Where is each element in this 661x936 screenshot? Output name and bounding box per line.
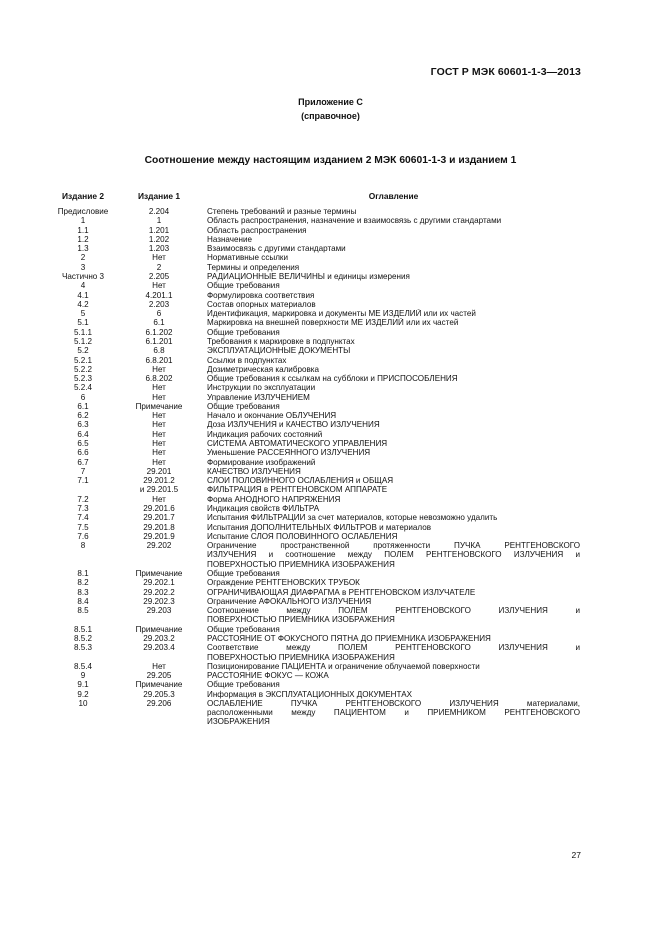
edition-1-cell: 29.203 — [146, 606, 172, 616]
contents-cell — [207, 513, 580, 522]
edition-2-cell: 1.1 — [77, 225, 89, 235]
table-row — [0, 430, 661, 439]
contents-line: Термины и определения — [207, 262, 300, 272]
edition-2-cell: 6.2 — [77, 411, 89, 421]
edition-2-cell: 5.2.4 — [73, 383, 92, 393]
edition-1-cell: Нет — [152, 411, 166, 421]
table-row — [0, 207, 661, 216]
edition-1-cell: 29.205 — [146, 671, 172, 681]
edition-2-cell: 6.7 — [77, 457, 89, 467]
table-row — [0, 606, 661, 625]
contents-line: расположенными между ПАЦИЕНТОМ и ПРИЕМНИКОМ РЕНТГЕНОВСКОГО — [207, 708, 580, 718]
contents-cell — [207, 597, 580, 606]
contents-cell — [207, 281, 580, 290]
contents-line: Ограждение РЕНТГЕНОВСКИХ ТРУБОК — [207, 578, 360, 588]
table-row — [0, 597, 661, 606]
edition-2-cell: 8.4 — [77, 596, 89, 606]
edition-2-cell: 8.1 — [77, 568, 89, 578]
column-header-edition-2: Издание 2 — [61, 191, 104, 201]
edition-2-cell: 7.1 — [77, 476, 89, 486]
table-row — [0, 337, 661, 346]
table-row — [0, 690, 661, 699]
table-row — [0, 374, 661, 383]
contents-line: ФИЛЬТРАЦИЯ в РЕНТГЕНОВСКОМ АППАРАТЕ — [207, 485, 388, 495]
contents-line: Ограничение АФОКАЛЬНОГО ИЗЛУЧЕНИЯ — [207, 596, 372, 606]
contents-cell — [207, 467, 580, 476]
contents-cell — [207, 588, 580, 597]
contents-line: Начало и окончание ОБЛУЧЕНИЯ — [207, 411, 337, 421]
edition-1-cell: 29.201.2 — [143, 476, 175, 486]
contents-cell — [207, 541, 580, 569]
edition-2-cell: 5.2 — [77, 346, 89, 356]
contents-cell — [207, 523, 580, 532]
contents-cell — [207, 291, 580, 300]
table-row — [0, 411, 661, 420]
edition-1-cell: 1.202 — [148, 234, 170, 244]
edition-2-cell: 7.3 — [77, 504, 89, 513]
edition-2-cell: 8.5 — [77, 606, 89, 616]
contents-cell — [207, 263, 580, 272]
edition-1-cell: Нет — [152, 383, 166, 393]
contents-line: Соответствие между ПОЛЕМ РЕНТГЕНОВСКОГО ИЗЛУЧЕНИЯ и — [207, 643, 580, 653]
edition-2-cell: 9.1 — [77, 680, 89, 690]
table-row — [0, 291, 661, 300]
contents-line: Уменьшение РАССЕЯННОГО ИЗЛУЧЕНИЯ — [207, 448, 371, 458]
table-row — [0, 226, 661, 235]
contents-cell — [207, 374, 580, 383]
edition-2-cell: 4.1 — [77, 290, 89, 300]
edition-1-cell: 29.203.2 — [143, 633, 175, 643]
contents-line: Состав опорных материалов — [207, 299, 316, 309]
table-row — [0, 578, 661, 587]
contents-cell — [207, 216, 580, 225]
edition-2-cell: 1.2 — [77, 234, 89, 244]
table-row — [0, 420, 661, 429]
contents-line: РАССТОЯНИЕ ФОКУС — КОЖА — [207, 671, 329, 681]
contents-line: Общие требования — [207, 568, 280, 578]
edition-1-cell: 1.201 — [148, 225, 170, 235]
contents-line: Нормативные ссылки — [207, 253, 288, 263]
table-row — [0, 476, 661, 485]
contents-cell — [207, 690, 580, 699]
contents-cell — [207, 699, 580, 727]
edition-2-cell: 4 — [80, 281, 86, 291]
edition-1-cell: 29.202.1 — [143, 578, 175, 588]
edition-1-cell: 29.201.9 — [143, 531, 175, 541]
table-row — [0, 634, 661, 643]
edition-1-cell: Нет — [152, 448, 166, 458]
edition-1-cell: Примечание — [135, 680, 183, 690]
contents-cell — [207, 671, 580, 680]
contents-cell — [207, 476, 580, 485]
table-row — [0, 458, 661, 467]
edition-2-cell: 9 — [80, 671, 86, 681]
edition-1-cell: Нет — [152, 661, 166, 671]
contents-line: Индикация свойств ФИЛЬТРА — [207, 504, 320, 513]
section-title: Соотношение между настоящим изданием 2 МЭК 60601-1-3 и изданием 1 — [144, 155, 517, 166]
table-row — [0, 281, 661, 290]
edition-2-cell: Частично 3 — [61, 271, 105, 281]
contents-line: Индикация рабочих состояний — [207, 429, 323, 439]
contents-line: Требования к маркировке в подпунктах — [207, 336, 355, 346]
table-row — [0, 309, 661, 318]
contents-cell — [207, 328, 580, 337]
contents-line: Маркировка на внешней поверхности МЕ ИЗДЕЛИЙ или их частей — [207, 318, 459, 328]
contents-line: Управление ИЗЛУЧЕНИЕМ — [207, 392, 310, 402]
edition-2-cell: Предисловие — [57, 207, 109, 216]
contents-line: Ссылки в подпунктах — [207, 355, 287, 365]
edition-2-cell: 6.1 — [77, 401, 89, 411]
edition-1-cell: 29.202 — [146, 541, 172, 551]
edition-1-cell: 29.202.2 — [143, 587, 175, 597]
edition-1-cell: Нет — [152, 392, 166, 402]
contents-line: Форма АНОДНОГО НАПРЯЖЕНИЯ — [207, 494, 341, 504]
contents-line: ИЗЛУЧЕНИЯ и соотношение между ПОЛЕМ РЕНТГЕНОВСКОГО ИЗЛУЧЕНИЯ и — [207, 550, 580, 560]
contents-cell — [207, 495, 580, 504]
contents-cell — [207, 309, 580, 318]
edition-2-cell: 5.2.2 — [73, 364, 92, 374]
page-number: 27 — [571, 850, 581, 860]
contents-line: Общие требования — [207, 281, 280, 291]
edition-2-cell: 7.4 — [77, 513, 89, 523]
table-row — [0, 346, 661, 355]
edition-2-cell: 1.3 — [77, 244, 89, 254]
table-row — [0, 671, 661, 680]
contents-line: РАДИАЦИОННЫЕ ВЕЛИЧИНЫ и единицы измерения — [207, 271, 410, 281]
table-row — [0, 504, 661, 513]
contents-line: Степень требований и разные термины — [207, 207, 357, 216]
table-row — [0, 541, 661, 569]
edition-1-cell: Нет — [152, 420, 166, 430]
contents-line: Область распространения — [207, 225, 307, 235]
table-row — [0, 402, 661, 411]
edition-1-cell: 6.1.202 — [145, 327, 173, 337]
contents-line: Общие требования к ссылкам на субблоки и ПРИСПОСОБЛЕНИЯ — [207, 374, 458, 384]
edition-2-cell: 6 — [80, 392, 86, 402]
edition-2-cell — [50, 485, 116, 494]
contents-line: Информация в ЭКСПЛУАТАЦИОННЫХ ДОКУМЕНТАХ — [207, 689, 412, 699]
edition-1-cell: 29.206 — [146, 698, 172, 708]
standard-designation: ГОСТ Р МЭК 60601-1-3—2013 — [430, 66, 581, 78]
contents-cell — [207, 439, 580, 448]
contents-line: СИСТЕМА АВТОМАТИЧЕСКОГО УПРАВЛЕНИЯ — [207, 439, 388, 449]
edition-1-cell: 6 — [156, 309, 162, 319]
contents-line: Дозиметрическая калибровка — [207, 364, 319, 374]
table-row — [0, 318, 661, 327]
contents-line: ИЗОБРАЖЕНИЯ — [207, 717, 270, 727]
contents-cell — [207, 643, 580, 662]
contents-cell — [207, 244, 580, 253]
table-row — [0, 699, 661, 727]
contents-cell — [207, 337, 580, 346]
edition-2-cell: 7.5 — [77, 522, 89, 532]
contents-cell — [207, 207, 580, 216]
edition-2-cell: 5.1.1 — [73, 327, 92, 337]
edition-1-cell: 1.203 — [148, 244, 170, 254]
edition-1-cell: 1 — [156, 216, 162, 226]
edition-1-cell: 4.201.1 — [145, 290, 173, 300]
column-header-edition-1: Издание 1 — [137, 191, 180, 201]
contents-cell — [207, 504, 580, 513]
edition-1-cell: Нет — [152, 439, 166, 449]
table-row — [0, 625, 661, 634]
edition-2-cell: 5 — [80, 309, 86, 319]
table-row — [0, 244, 661, 253]
table-row — [0, 662, 661, 671]
contents-line: Испытания ДОПОЛНИТЕЛЬНЫХ ФИЛЬТРОВ и материалов — [207, 522, 432, 532]
contents-cell — [207, 272, 580, 281]
edition-1-cell: 29.205.3 — [143, 689, 175, 699]
edition-2-cell: 8.5.4 — [73, 661, 92, 671]
edition-1-cell: Примечание — [135, 401, 183, 411]
table-row — [0, 253, 661, 262]
table-row — [0, 485, 661, 494]
edition-1-cell: 6.1.201 — [145, 336, 173, 346]
table-row — [0, 393, 661, 402]
contents-line: Испытания ФИЛЬТРАЦИИ за счет материалов, которые невозможно удалить — [207, 513, 498, 523]
contents-line: ПОВЕРХНОСТЬЮ ПРИЕМНИКА ИЗОБРАЖЕНИЯ — [207, 652, 395, 662]
contents-line: Общие требования — [207, 401, 280, 411]
contents-cell — [207, 569, 580, 578]
table-row — [0, 569, 661, 578]
table-row — [0, 439, 661, 448]
edition-2-cell: 3 — [80, 262, 86, 272]
edition-1-cell: и 29.201.5 — [139, 485, 179, 495]
table-row — [0, 300, 661, 309]
edition-2-cell: 6.4 — [77, 429, 89, 439]
edition-1-cell: Примечание — [135, 568, 183, 578]
table-row — [0, 328, 661, 337]
table-row — [0, 383, 661, 392]
contents-line: ОГРАНИЧИВАЮЩАЯ ДИАФРАГМА в РЕНТГЕНОВСКОМ ИЗЛУЧАТЕЛЕ — [207, 587, 476, 597]
contents-cell — [207, 485, 580, 494]
contents-cell — [207, 383, 580, 392]
edition-1-cell: 29.201.6 — [143, 504, 175, 513]
contents-cell — [207, 318, 580, 327]
column-header-contents: Оглавление — [368, 191, 419, 201]
contents-cell — [207, 662, 580, 671]
contents-cell — [207, 578, 580, 587]
edition-2-cell: 7.6 — [77, 531, 89, 541]
contents-cell — [207, 411, 580, 420]
contents-line: Ограничение пространственной протяженности ПУЧКА РЕНТГЕНОВСКОГО — [207, 541, 580, 551]
contents-cell — [207, 420, 580, 429]
table-row — [0, 448, 661, 457]
edition-2-cell: 6.5 — [77, 439, 89, 449]
edition-2-cell: 7.2 — [77, 494, 89, 504]
edition-2-cell: 5.1.2 — [73, 336, 92, 346]
edition-2-cell: 6.3 — [77, 420, 89, 430]
contents-line: Формирование изображений — [207, 457, 316, 467]
edition-1-cell: Нет — [152, 364, 166, 374]
table-row — [0, 680, 661, 689]
contents-line: ПОВЕРХНОСТЬЮ ПРИЕМНИКА ИЗОБРАЖЕНИЯ — [207, 615, 395, 625]
contents-line: Доза ИЗЛУЧЕНИЯ и КАЧЕСТВО ИЗЛУЧЕНИЯ — [207, 420, 380, 430]
contents-cell — [207, 346, 580, 355]
correspondence-table — [0, 207, 661, 727]
contents-line: Инструкции по эксплуатации — [207, 383, 316, 393]
table-row — [0, 588, 661, 597]
edition-2-cell: 8.5.2 — [73, 633, 92, 643]
contents-line: Позиционирование ПАЦИЕНТА и ограничение облучаемой поверхности — [207, 661, 480, 671]
appendix-label: Приложение С — [298, 97, 363, 107]
appendix-type: (справочное) — [301, 111, 360, 121]
edition-1-cell: 6.8.202 — [145, 374, 173, 384]
edition-1-cell: 29.201.7 — [143, 513, 175, 523]
table-row — [0, 495, 661, 504]
edition-2-cell: 6.6 — [77, 448, 89, 458]
table-row — [0, 356, 661, 365]
contents-line: Общие требования — [207, 680, 280, 690]
contents-cell — [207, 226, 580, 235]
edition-2-cell: 5.1 — [77, 318, 89, 328]
contents-line: Формулировка соответствия — [207, 290, 315, 300]
edition-2-cell: 1 — [80, 216, 86, 226]
table-row — [0, 272, 661, 281]
contents-cell — [207, 532, 580, 541]
edition-2-cell: 8.5.3 — [73, 643, 92, 653]
contents-cell — [207, 430, 580, 439]
contents-line: Идентификация, маркировка и документы МЕ ИЗДЕЛИЙ или их частей — [207, 309, 476, 319]
contents-line: ПОВЕРХНОСТЬЮ ПРИЕМНИКА ИЗОБРАЖЕНИЯ — [207, 559, 395, 569]
edition-1-cell: Нет — [152, 494, 166, 504]
contents-cell — [207, 448, 580, 457]
edition-2-cell: 8.3 — [77, 587, 89, 597]
edition-2-cell: 10 — [78, 698, 88, 708]
contents-cell — [207, 606, 580, 625]
contents-line: Назначение — [207, 234, 252, 244]
contents-cell — [207, 393, 580, 402]
edition-2-cell: 4.2 — [77, 299, 89, 309]
table-row — [0, 216, 661, 225]
edition-2-cell: 2 — [80, 253, 86, 263]
edition-2-cell: 5.2.3 — [73, 374, 92, 384]
table-row — [0, 532, 661, 541]
table-row — [0, 523, 661, 532]
contents-cell — [207, 300, 580, 309]
contents-line: СЛОИ ПОЛОВИННОГО ОСЛАБЛЕНИЯ и ОБЩАЯ — [207, 476, 394, 486]
edition-2-cell: 7 — [80, 466, 86, 476]
edition-2-cell: 8.5.1 — [73, 624, 92, 634]
contents-line: ЭКСПЛУАТАЦИОННЫЕ ДОКУМЕНТЫ — [207, 346, 351, 356]
edition-1-cell: Нет — [152, 253, 166, 263]
contents-line: Общие требования — [207, 624, 280, 634]
edition-1-cell: 6.8 — [153, 346, 165, 356]
edition-1-cell: 29.203.4 — [143, 643, 175, 653]
edition-1-cell: 29.201.8 — [143, 522, 175, 532]
contents-cell — [207, 402, 580, 411]
table-row — [0, 365, 661, 374]
contents-line: Область распространения, назначение и взаимосвязь с другими стандартами — [207, 216, 502, 226]
edition-1-cell: 2.203 — [148, 299, 170, 309]
contents-cell — [207, 365, 580, 374]
edition-1-cell: 6.8.201 — [145, 355, 173, 365]
contents-cell — [207, 458, 580, 467]
contents-cell — [207, 625, 580, 634]
contents-cell — [207, 634, 580, 643]
edition-2-cell: 8 — [80, 541, 86, 551]
edition-2-cell: 8.2 — [77, 578, 89, 588]
table-row — [0, 467, 661, 476]
table-row — [0, 235, 661, 244]
edition-1-cell: 29.201 — [146, 466, 172, 476]
edition-2-cell: 9.2 — [77, 689, 89, 699]
contents-line: КАЧЕСТВО ИЗЛУЧЕНИЯ — [207, 466, 301, 476]
table-row — [0, 513, 661, 522]
edition-1-cell: Примечание — [135, 624, 183, 634]
contents-line: РАССТОЯНИЕ ОТ ФОКУСНОГО ПЯТНА ДО ПРИЕМНИКА ИЗОБРАЖЕНИЯ — [207, 633, 491, 643]
edition-1-cell: 2.205 — [148, 271, 170, 281]
contents-line: Испытание СЛОЯ ПОЛОВИННОГО ОСЛАБЛЕНИЯ — [207, 531, 398, 541]
edition-1-cell: 2 — [156, 262, 162, 272]
edition-1-cell: Нет — [152, 429, 166, 439]
contents-cell — [207, 680, 580, 689]
edition-1-cell: 29.202.3 — [143, 596, 175, 606]
edition-1-cell: 2.204 — [148, 207, 170, 216]
contents-line: ОСЛАБЛЕНИЕ ПУЧКА РЕНТГЕНОВСКОГО ИЗЛУЧЕНИЯ материалами, — [207, 698, 580, 708]
table-row — [0, 643, 661, 662]
contents-cell — [207, 253, 580, 262]
edition-1-cell: Нет — [152, 457, 166, 467]
contents-line: Общие требования — [207, 327, 280, 337]
edition-2-cell: 5.2.1 — [73, 355, 92, 365]
contents-line: Соотношение между ПОЛЕМ РЕНТГЕНОВСКОГО ИЗЛУЧЕНИЯ и — [207, 606, 580, 616]
contents-cell — [207, 235, 580, 244]
table-row — [0, 263, 661, 272]
edition-1-cell: Нет — [152, 281, 166, 291]
contents-line: Взаимосвязь с другими стандартами — [207, 244, 346, 254]
edition-1-cell: 6.1 — [153, 318, 165, 328]
contents-cell — [207, 356, 580, 365]
